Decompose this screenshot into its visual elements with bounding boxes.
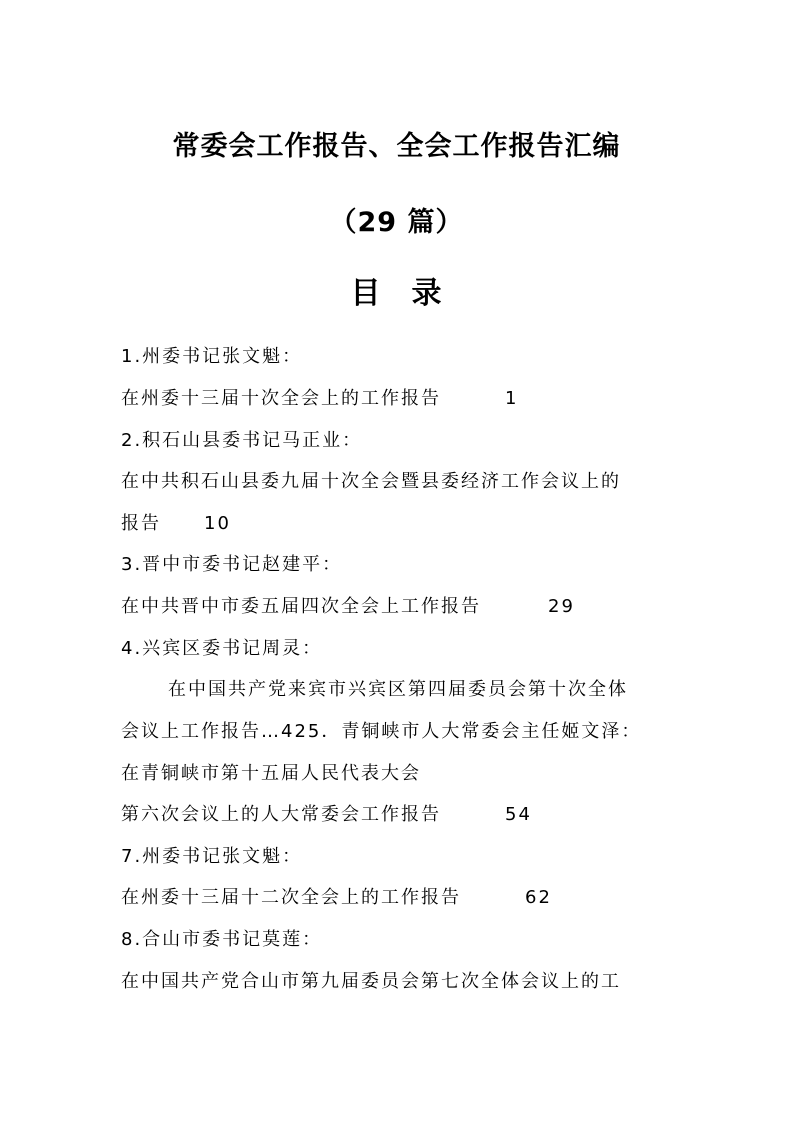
toc-entry-7-title-text: 在州委十三届十二次全会上的工作报告 xyxy=(121,887,461,908)
toc-heading xyxy=(0,268,793,312)
document-title: 常委会工作报告、全会工作报告汇编 xyxy=(172,131,621,162)
toc-heading-char-2: 录 xyxy=(411,276,443,311)
toc-entry-2-title-cont[interactable] xyxy=(121,512,231,536)
toc-entry-5-title-text: 第六次会议上的人大常委会工作报告 xyxy=(121,804,441,825)
toc-heading-char-1: 目 xyxy=(350,276,382,311)
toc-entry-4-title-cont[interactable]: 会议上工作报告…425．青铜峡市人大常委会主任姬文泽： xyxy=(121,721,642,742)
toc-entry-2-page-number: 10 xyxy=(204,513,231,534)
toc-entry-4-title[interactable]: 在中国共产党来宾市兴宾区第四届委员会第十次全体 xyxy=(168,679,628,700)
toc-entry-5-title[interactable]: 在青铜峡市第十五届人民代表大会 xyxy=(121,763,421,784)
toc-entry-3-title[interactable] xyxy=(121,595,575,619)
toc-entry-3-page-number: 29 xyxy=(548,596,575,617)
toc-entry-2-title[interactable]: 在中共积石山县委九届十次全会暨县委经济工作会议上的 xyxy=(121,471,621,492)
toc-entry-5-title-cont[interactable] xyxy=(121,803,532,827)
toc-entry-1-title[interactable] xyxy=(121,387,519,411)
toc-entry-3-author: 3.晋中市委书记赵建平： xyxy=(121,554,343,575)
document-subtitle: （29 篇） xyxy=(329,207,464,238)
toc-entry-7-title[interactable] xyxy=(121,886,552,910)
toc-entry-1-author: 1.州委书记张文魁： xyxy=(121,346,303,367)
toc-entry-2-title-text: 报告 xyxy=(121,513,161,534)
toc-entry-3-title-text: 在中共晋中市委五届四次全会上工作报告 xyxy=(121,596,481,617)
toc-entry-8-title[interactable]: 在中国共产党合山市第九届委员会第七次全体会议上的工 xyxy=(121,971,621,992)
toc-entry-2-author: 2.积石山县委书记马正业： xyxy=(121,430,363,451)
toc-entry-7-page-number: 62 xyxy=(525,887,552,908)
toc-entry-1-page-number: 1 xyxy=(505,388,519,409)
toc-entry-7-author: 7.州委书记张文魁： xyxy=(121,846,303,867)
toc-entry-1-title-text: 在州委十三届十次全会上的工作报告 xyxy=(121,388,441,409)
toc-entry-8-author: 8.合山市委书记莫莲： xyxy=(121,929,323,950)
toc-entry-4-author: 4.兴宾区委书记周灵： xyxy=(121,638,323,659)
toc-entry-5-page-number: 54 xyxy=(505,804,532,825)
